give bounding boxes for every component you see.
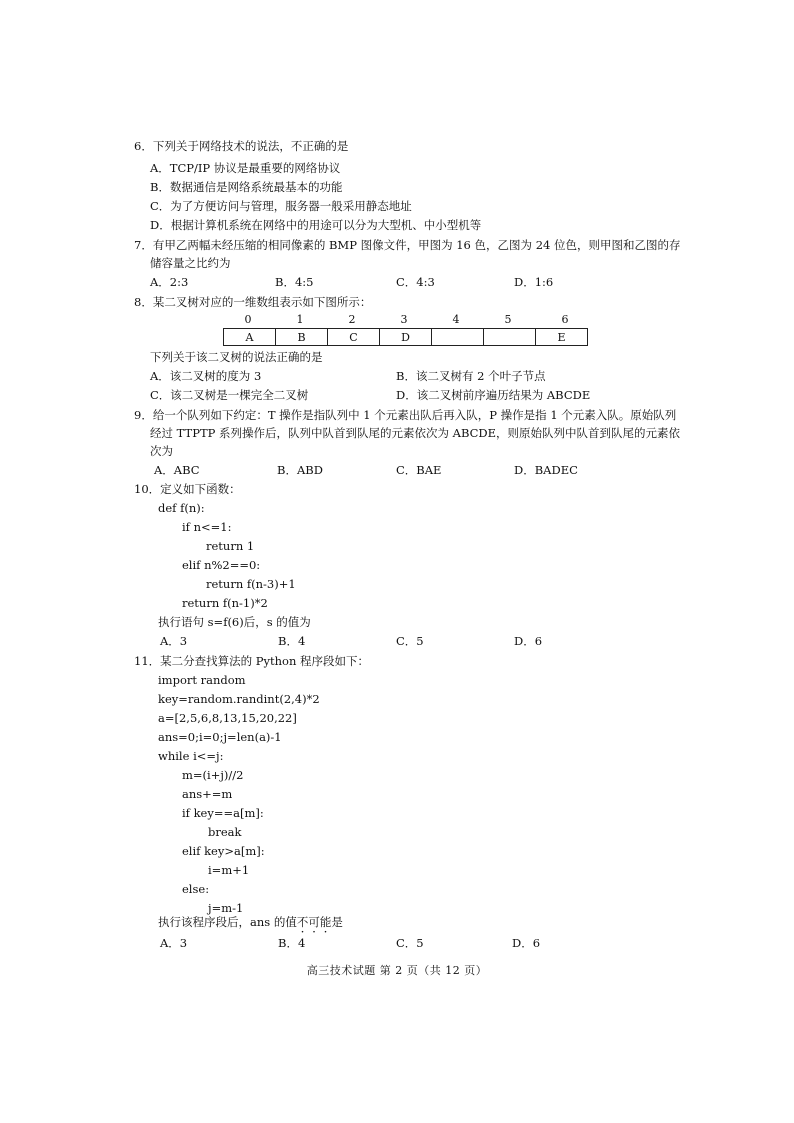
array-index: 1: [296, 313, 304, 326]
code-line: return f(n-3)+1: [206, 577, 296, 591]
array-cell: [432, 329, 484, 346]
q10-stem: 10．定义如下函数：: [134, 482, 241, 496]
q10-option-b: B．4: [278, 634, 306, 648]
q9-stem-line1: 9．给一个队列如下约定：T 操作是指队列中 1 个元素出队后再入队，P 操作是指 1 个元素入队。原始队列: [134, 408, 677, 422]
q10-option-c: C．5: [396, 634, 424, 648]
code-line: import random: [158, 673, 246, 687]
array-index: 6: [561, 313, 569, 326]
code-line: elif key>a[m]:: [182, 844, 265, 858]
binary-tree-array: [223, 328, 588, 346]
code-line: if n<=1:: [182, 520, 232, 534]
q7-option-c: C．4:3: [396, 275, 435, 289]
q9-stem-line3: 次为: [150, 444, 173, 458]
code-line: break: [208, 825, 242, 839]
code-line: while i<=j:: [158, 749, 224, 763]
q6-option-d: D．根据计算机系统在网络中的用途可以分为大型机、中小型机等: [150, 218, 482, 232]
q9-stem-line2: 经过 TTPTP 系列操作后，队列中队首到队尾的元素依次为 ABCDE，则原始队列中队首到队尾的元素依: [150, 426, 681, 440]
q11-after-post: 是: [331, 915, 343, 929]
q10-option-d: D．6: [514, 634, 543, 648]
array-index: 3: [400, 313, 408, 326]
array-cell: E: [536, 329, 588, 346]
code-line: key=random.randint(2,4)*2: [158, 692, 320, 706]
q10-after: 执行语句 s=f(6)后，s 的值为: [158, 615, 311, 629]
code-line: j=m-1: [208, 901, 244, 915]
q8-stem: 8．某二叉树对应的一维数组表示如下图所示：: [134, 295, 372, 309]
page-footer: 高三技术试题 第 2 页（共 12 页）: [306, 964, 488, 977]
array-cell: C: [328, 329, 380, 346]
q9-option-c: C．BAE: [396, 463, 442, 477]
q11-option-c: C．5: [396, 936, 424, 950]
code-line: def f(n):: [158, 501, 205, 515]
code-line: i=m+1: [208, 863, 250, 877]
q10-option-a: A．3: [160, 634, 188, 648]
emphasis-char: 可: [308, 915, 320, 929]
array-cell: A: [224, 329, 276, 346]
q9-option-b: B．ABD: [277, 463, 323, 477]
q7-stem-line1: 7．有甲乙两幅未经压缩的相同像素的 BMP 图像文件，甲图为 16 色，乙图为 24 位色，则甲图和乙图的存: [134, 238, 681, 252]
q8-option-a: A．该二叉树的度为 3: [150, 369, 262, 383]
array-index: 5: [504, 313, 512, 326]
array-cell: D: [380, 329, 432, 346]
code-line: ans=0;i=0;j=len(a)-1: [158, 730, 282, 744]
q6-stem: 6．下列关于网络技术的说法，不正确的是: [134, 139, 349, 153]
q7-option-b: B．4:5: [275, 275, 314, 289]
emphasis-char: 不: [296, 915, 309, 929]
code-line: else:: [182, 882, 210, 896]
q7-option-d: D．1:6: [514, 275, 554, 289]
q11-stem: 11．某二分查找算法的 Python 程序段如下：: [134, 654, 370, 668]
array-cell: [484, 329, 536, 346]
array-index: 2: [348, 313, 356, 326]
q6-option-c: C．为了方便访问与管理，服务器一般采用静态地址: [150, 199, 412, 213]
emphasis-char: 能: [319, 915, 332, 929]
q11-after-pre: 执行该程序段后，ans 的值: [158, 915, 297, 929]
q8-option-b: B．该二叉树有 2 个叶子节点: [396, 369, 546, 383]
array-index: 4: [452, 313, 460, 326]
q7-option-a: A．2:3: [150, 275, 189, 289]
q9-option-a: A．ABC: [154, 463, 200, 477]
q8-option-d: D．该二叉树前序遍历结果为 ABCDE: [396, 388, 591, 402]
code-line: elif n%2==0:: [182, 558, 261, 572]
code-line: if key==a[m]:: [182, 806, 264, 820]
array-index: 0: [244, 313, 252, 326]
q11-option-d: D．6: [512, 936, 541, 950]
q6-option-a: A．TCP/IP 协议是最重要的网络协议: [150, 161, 341, 175]
q6-option-b: B．数据通信是网络系统最基本的功能: [150, 180, 343, 194]
q11-option-b: B．4: [278, 936, 306, 950]
q8-sub-stem: 下列关于该二叉树的说法正确的是: [150, 350, 323, 364]
q11-after: [158, 917, 343, 929]
q7-stem-line2: 储容量之比约为: [150, 256, 231, 270]
code-line: return f(n-1)*2: [182, 596, 268, 610]
q9-option-d: D．BADEC: [514, 463, 578, 477]
q8-option-c: C．该二叉树是一棵完全二叉树: [150, 388, 309, 402]
code-line: return 1: [206, 539, 255, 553]
code-line: m=(i+j)//2: [182, 768, 244, 782]
code-line: ans+=m: [182, 787, 233, 801]
code-line: a=[2,5,6,8,13,15,20,22]: [158, 711, 297, 725]
q11-option-a: A．3: [160, 936, 188, 950]
q11-emphasis: [297, 915, 332, 929]
array-cell: B: [276, 329, 328, 346]
